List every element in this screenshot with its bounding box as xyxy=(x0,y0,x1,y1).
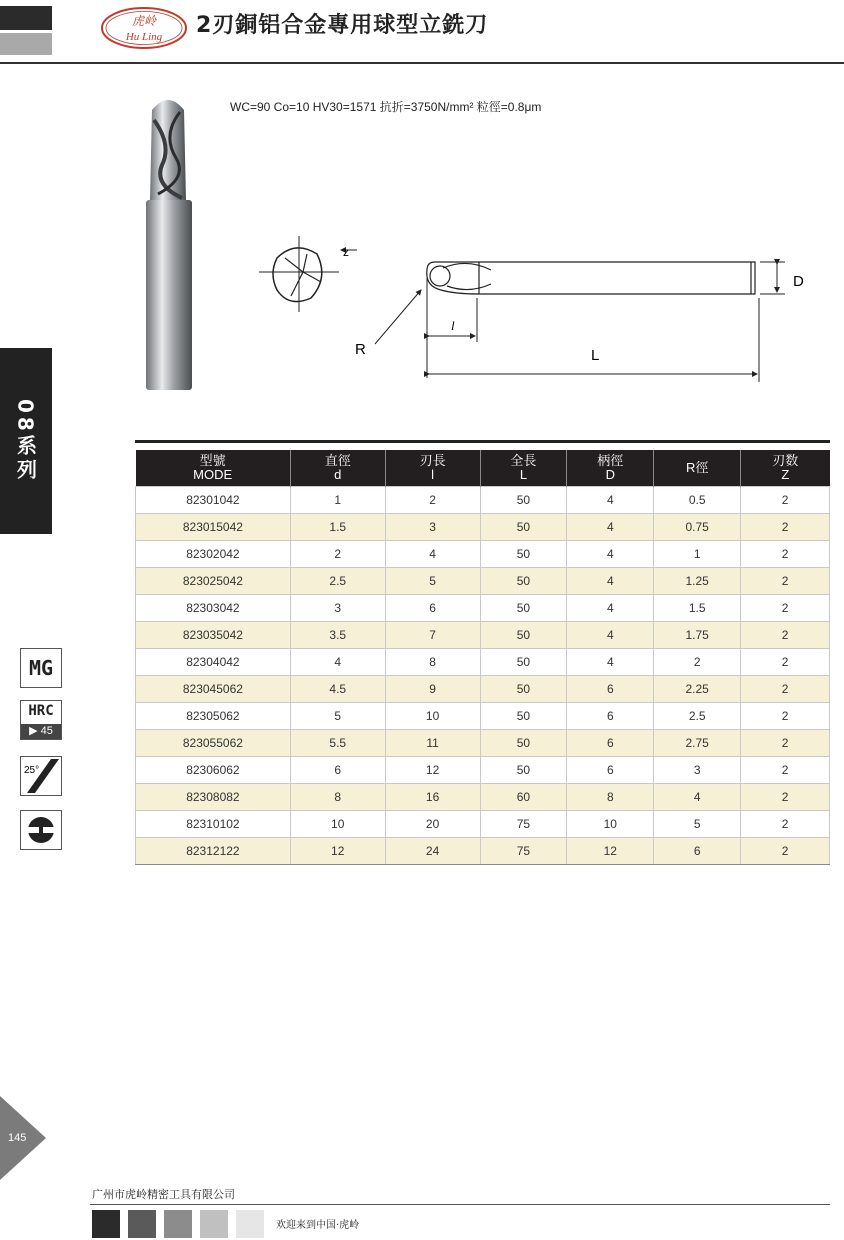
table-cell: 5 xyxy=(654,811,741,838)
svg-text:Hu Ling: Hu Ling xyxy=(125,31,163,43)
table-cell: 50 xyxy=(480,487,567,514)
table-cell: 2 xyxy=(290,541,385,568)
table-cell: 0.75 xyxy=(654,514,741,541)
table-cell: 9 xyxy=(385,676,480,703)
table-cell: 20 xyxy=(385,811,480,838)
table-cell: 82305062 xyxy=(136,703,291,730)
table-row xyxy=(136,838,830,865)
table-row xyxy=(136,757,830,784)
table-cell: 24 xyxy=(385,838,480,865)
table-cell: 8 xyxy=(567,784,654,811)
table-cell: 4 xyxy=(567,622,654,649)
color-swatch xyxy=(164,1210,192,1238)
table-cell: 4 xyxy=(567,541,654,568)
table-cell: 12 xyxy=(567,838,654,865)
welcome-text: 欢迎来到中国·虎岭 xyxy=(276,1220,360,1231)
specification-table xyxy=(135,450,830,865)
table-top-rule xyxy=(135,440,830,443)
hrc-label: HRC xyxy=(28,703,54,719)
table-cell: 82310102 xyxy=(136,811,291,838)
diagram-label-R: R xyxy=(355,341,366,358)
table-cell: 1.75 xyxy=(654,622,741,649)
table-row xyxy=(136,568,830,595)
end-mill-diagram xyxy=(255,228,815,388)
table-cell: 3 xyxy=(290,595,385,622)
table-cell: 2 xyxy=(741,703,830,730)
table-row xyxy=(136,703,830,730)
two-flute-icon xyxy=(20,810,62,850)
table-cell: 2 xyxy=(741,757,830,784)
table-cell: 2 xyxy=(741,730,830,757)
diagram-label-D: D xyxy=(793,273,804,290)
header-rule xyxy=(0,62,844,64)
table-cell: 75 xyxy=(480,811,567,838)
table-cell: 82308082 xyxy=(136,784,291,811)
table-cell: 1.5 xyxy=(290,514,385,541)
mg-material-icon: MG xyxy=(20,648,62,688)
table-cell: 2 xyxy=(741,784,830,811)
header-dark-block xyxy=(0,6,52,30)
table-cell: 6 xyxy=(654,838,741,865)
table-cell: 10 xyxy=(290,811,385,838)
table-cell: 50 xyxy=(480,514,567,541)
series-side-tab xyxy=(0,348,52,534)
table-header-row xyxy=(136,450,830,487)
table-cell: 4 xyxy=(567,487,654,514)
table-cell: 50 xyxy=(480,568,567,595)
table-cell: 50 xyxy=(480,676,567,703)
table-cell: 823015042 xyxy=(136,514,291,541)
table-cell: 50 xyxy=(480,622,567,649)
table-cell: 6 xyxy=(567,757,654,784)
table-cell: 4 xyxy=(654,784,741,811)
table-cell: 10 xyxy=(567,811,654,838)
table-cell: 2 xyxy=(741,568,830,595)
table-cell: 823035042 xyxy=(136,622,291,649)
table-cell: 50 xyxy=(480,541,567,568)
table-cell: 2 xyxy=(741,595,830,622)
table-cell: 6 xyxy=(567,676,654,703)
table-cell: 50 xyxy=(480,595,567,622)
table-cell: 5 xyxy=(385,568,480,595)
table-row xyxy=(136,730,830,757)
table-cell: 4.5 xyxy=(290,676,385,703)
table-cell: 2.5 xyxy=(290,568,385,595)
table-cell: 3 xyxy=(385,514,480,541)
table-cell: 50 xyxy=(480,649,567,676)
table-cell: 82303042 xyxy=(136,595,291,622)
hrc-hardness-icon xyxy=(20,700,62,740)
header-radius: R徑 xyxy=(654,450,741,487)
table-cell: 2 xyxy=(741,487,830,514)
svg-text:虎岭: 虎岭 xyxy=(131,14,157,28)
table-cell: 2.25 xyxy=(654,676,741,703)
table-cell: 60 xyxy=(480,784,567,811)
table-cell: 16 xyxy=(385,784,480,811)
header-grey-block xyxy=(0,33,52,55)
table-cell: 5.5 xyxy=(290,730,385,757)
table-row xyxy=(136,541,830,568)
table-row xyxy=(136,514,830,541)
table-cell: 75 xyxy=(480,838,567,865)
table-cell: 6 xyxy=(290,757,385,784)
table-cell: 12 xyxy=(385,757,480,784)
series-label: 08系列 xyxy=(13,399,38,483)
table-cell: 7 xyxy=(385,622,480,649)
diagram-label-l: l xyxy=(451,318,455,333)
header-flutes: 刃数 Z xyxy=(741,450,830,487)
table-cell: 2 xyxy=(654,649,741,676)
table-cell: 2.5 xyxy=(654,703,741,730)
header-overall-length: 全長 L xyxy=(480,450,567,487)
header-mode: 型號 MODE xyxy=(136,450,291,487)
table-cell: 0.5 xyxy=(654,487,741,514)
table-cell: 8 xyxy=(290,784,385,811)
table-row xyxy=(136,649,830,676)
helix-angle-icon xyxy=(20,756,62,796)
table-cell: 8 xyxy=(385,649,480,676)
hu-ling-logo xyxy=(100,6,188,50)
table-cell: 2 xyxy=(385,487,480,514)
diagram-label-L: L xyxy=(591,347,600,364)
table-row xyxy=(136,487,830,514)
end-mill-photo xyxy=(132,90,212,395)
table-cell: 2 xyxy=(741,541,830,568)
table-cell: 2 xyxy=(741,676,830,703)
table-cell: 50 xyxy=(480,730,567,757)
header-flute-length: 刃長 l xyxy=(385,450,480,487)
table-cell: 50 xyxy=(480,757,567,784)
table-cell: 4 xyxy=(567,649,654,676)
table-cell: 3.5 xyxy=(290,622,385,649)
table-cell: 1 xyxy=(654,541,741,568)
table-cell: 1 xyxy=(290,487,385,514)
table-cell: 82301042 xyxy=(136,487,291,514)
company-name: 广州市虎岭精密工具有限公司 xyxy=(92,1188,235,1201)
table-row xyxy=(136,811,830,838)
diagram-label-z: z xyxy=(343,245,349,259)
table-cell: 1.5 xyxy=(654,595,741,622)
table-cell: 12 xyxy=(290,838,385,865)
material-spec: WC=90 Co=10 HV30=1571 抗折=3750N/mm² 粒徑=0.8μm xyxy=(230,100,542,114)
footer-rule xyxy=(90,1204,830,1205)
table-cell: 50 xyxy=(480,703,567,730)
table-cell: 823045062 xyxy=(136,676,291,703)
table-cell: 2 xyxy=(741,838,830,865)
table-cell: 4 xyxy=(567,568,654,595)
color-swatch xyxy=(200,1210,228,1238)
table-cell: 82306062 xyxy=(136,757,291,784)
table-cell: 6 xyxy=(567,703,654,730)
table-cell: 4 xyxy=(567,595,654,622)
table-cell: 2 xyxy=(741,811,830,838)
page-title: 2刃銅铝合金專用球型立銑刀 xyxy=(196,13,489,38)
table-row xyxy=(136,622,830,649)
table-cell: 6 xyxy=(567,730,654,757)
table-cell: 2 xyxy=(741,649,830,676)
table-cell: 6 xyxy=(385,595,480,622)
table-cell: 823055062 xyxy=(136,730,291,757)
table-cell: 3 xyxy=(654,757,741,784)
table-cell: 4 xyxy=(567,514,654,541)
table-cell: 82312122 xyxy=(136,838,291,865)
table-cell: 10 xyxy=(385,703,480,730)
table-row xyxy=(136,676,830,703)
table-row xyxy=(136,595,830,622)
table-row xyxy=(136,784,830,811)
table-cell: 1.25 xyxy=(654,568,741,595)
table-cell: 823025042 xyxy=(136,568,291,595)
color-swatch xyxy=(236,1210,264,1238)
helix-angle-label: 25° xyxy=(24,765,40,776)
page-number: 145 xyxy=(8,1132,27,1144)
color-swatch xyxy=(92,1210,120,1238)
header-shank-diameter: 柄徑 D xyxy=(567,450,654,487)
table-cell: 11 xyxy=(385,730,480,757)
table-cell: 2.75 xyxy=(654,730,741,757)
table-cell: 2 xyxy=(741,622,830,649)
table-cell: 2 xyxy=(741,514,830,541)
color-swatch xyxy=(128,1210,156,1238)
table-cell: 5 xyxy=(290,703,385,730)
table-cell: 82302042 xyxy=(136,541,291,568)
table-cell: 82304042 xyxy=(136,649,291,676)
header-diameter: 直徑 d xyxy=(290,450,385,487)
table-cell: 4 xyxy=(385,541,480,568)
hrc-value: ▶ 45 xyxy=(21,724,61,739)
table-cell: 4 xyxy=(290,649,385,676)
